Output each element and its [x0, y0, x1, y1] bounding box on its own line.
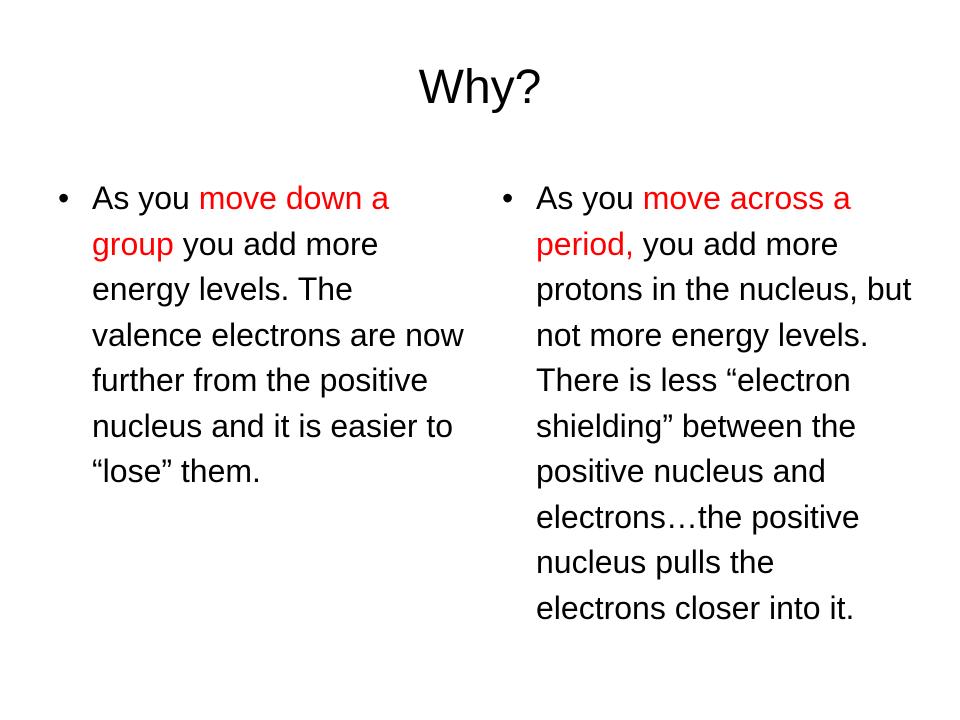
left-column: [58, 176, 470, 495]
left-bullet-item: [58, 176, 470, 495]
slide-title: Why?: [418, 61, 542, 114]
left-text-part2: you add more energy levels. The valence electrons are now further from the positive nucleus and it is easier to “lose” them.: [92, 225, 464, 489]
bullet-icon: •: [58, 180, 70, 216]
right-text-part2: you add more protons in the nucleus, but not more energy levels. There is less “electron shielding” between the positive nucleus and electrons…the positive nucleus pulls the electrons closer into it.: [536, 225, 912, 626]
right-text-part1: As you: [536, 180, 643, 216]
right-column: [502, 176, 912, 631]
right-bullet-item: [502, 176, 912, 631]
bullet-icon: •: [502, 180, 514, 216]
right-text-highlight: move across a period,: [536, 180, 851, 262]
left-text-highlight: move down a group: [92, 180, 390, 262]
left-text-part1: As you: [92, 180, 199, 216]
